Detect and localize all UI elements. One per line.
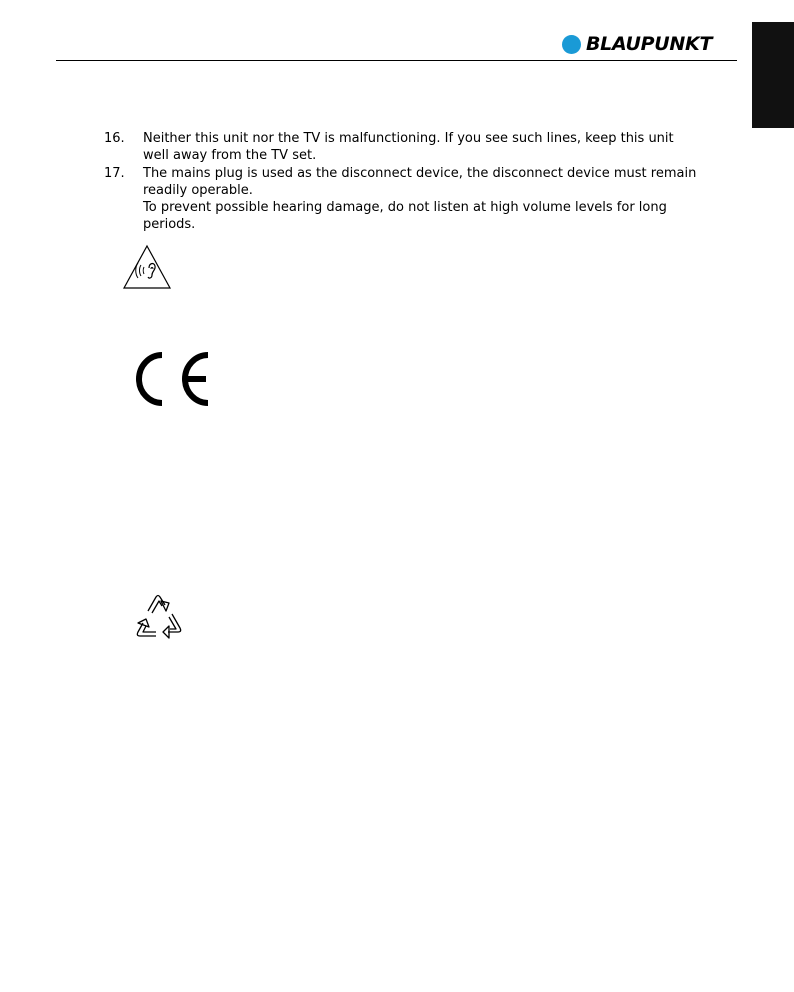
item-number: 16. — [104, 131, 125, 146]
ce-mark-icon — [136, 351, 212, 407]
item-text: The mains plug is used as the disconnect device, the disconnect device must remain readily operable. — [143, 166, 697, 198]
brand-dot-icon — [562, 35, 581, 54]
language-side-tab — [752, 22, 794, 128]
item-text: Neither this unit nor the TV is malfunctioning. If you see such lines, keep this unit well away from the TV set. — [143, 131, 674, 163]
hearing-warning-text: To prevent possible hearing damage, do not listen at high volume levels for long periods. — [143, 200, 667, 232]
header-divider — [56, 60, 737, 61]
brand-logo — [562, 33, 712, 55]
item-number: 17. — [104, 166, 125, 181]
recycle-icon — [128, 589, 188, 645]
hearing-warning-icon — [122, 244, 172, 290]
brand-name: BLAUPUNKT — [586, 33, 713, 55]
